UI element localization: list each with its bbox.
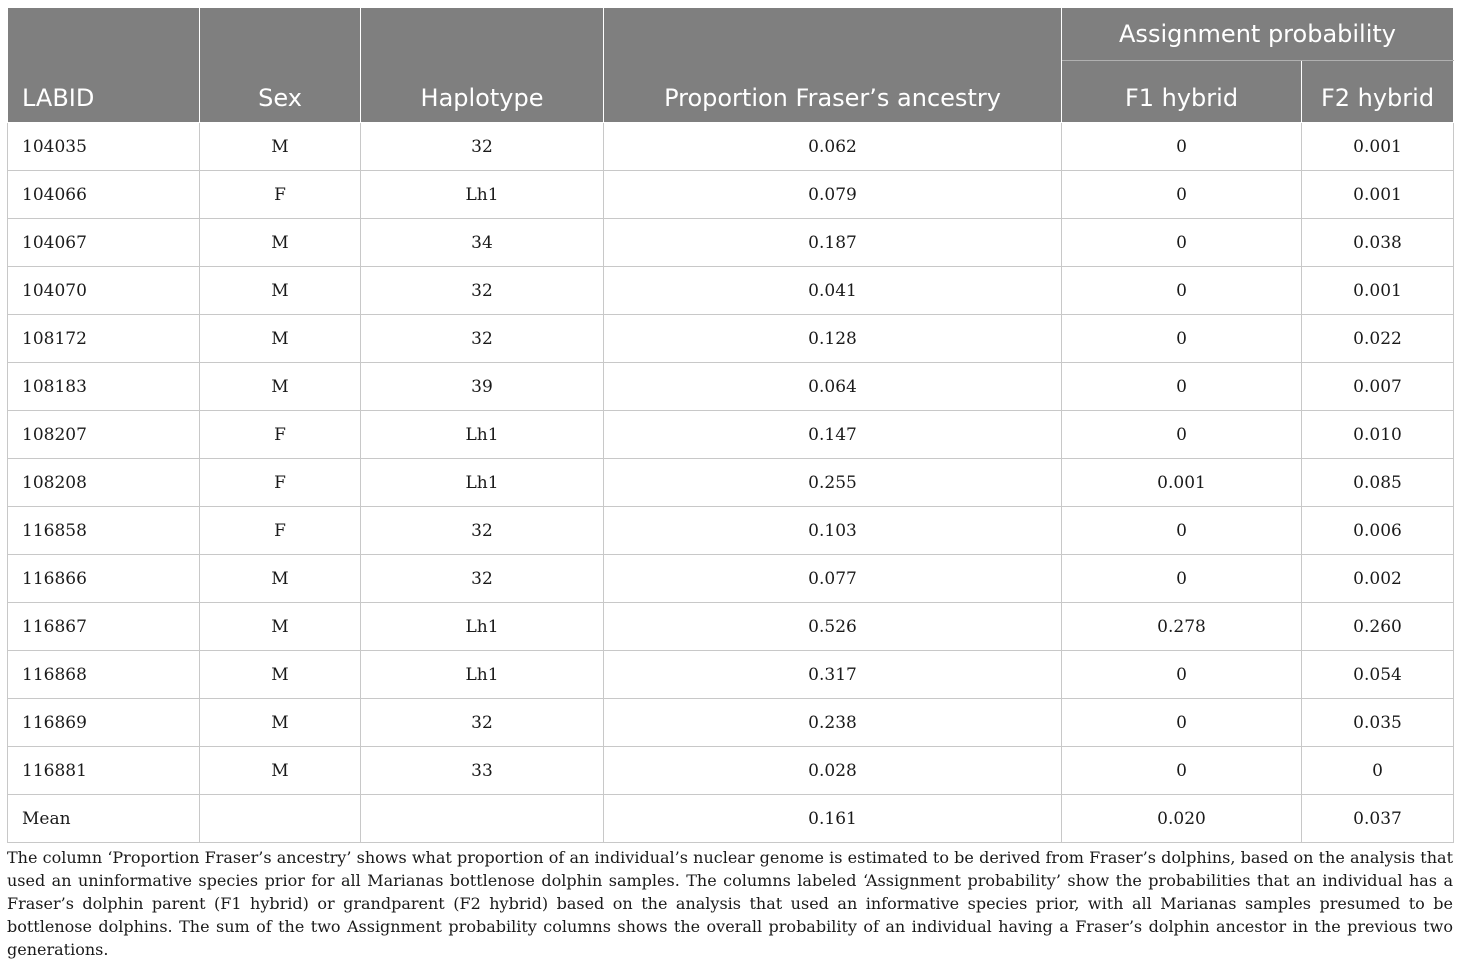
table-row: [8, 363, 1454, 411]
proportion-cell: 0.147: [604, 411, 1062, 459]
f2-hybrid-cell: 0.035: [1302, 699, 1454, 747]
f1-hybrid-cell: 0: [1062, 747, 1302, 795]
haplotype-cell: 32: [361, 267, 604, 315]
haplotype-cell: 33: [361, 747, 604, 795]
haplotype-cell: 32: [361, 123, 604, 171]
header-f2-hybrid: F2 hybrid: [1302, 61, 1454, 123]
table-row: [8, 315, 1454, 363]
haplotype-cell: 34: [361, 219, 604, 267]
f1-hybrid-cell: 0: [1062, 411, 1302, 459]
table-row: [8, 219, 1454, 267]
labid-cell: 116858: [8, 507, 200, 555]
header-sex: Sex: [200, 8, 361, 123]
proportion-cell: 0.317: [604, 651, 1062, 699]
sex-cell: M: [200, 747, 361, 795]
f1-hybrid-cell: 0: [1062, 363, 1302, 411]
table-row: [8, 507, 1454, 555]
f2-hybrid-cell: 0.010: [1302, 411, 1454, 459]
haplotype-cell: Lh1: [361, 603, 604, 651]
labid-cell: 108207: [8, 411, 200, 459]
f1-hybrid-cell: 0: [1062, 315, 1302, 363]
proportion-cell: 0.187: [604, 219, 1062, 267]
haplotype-cell: 32: [361, 507, 604, 555]
table-row: [8, 555, 1454, 603]
proportion-cell: 0.064: [604, 363, 1062, 411]
f1-hybrid-cell: 0: [1062, 123, 1302, 171]
haplotype-cell: Lh1: [361, 411, 604, 459]
table-row: [8, 747, 1454, 795]
sex-cell: M: [200, 699, 361, 747]
f2-hybrid-cell: 0.006: [1302, 507, 1454, 555]
haplotype-cell: 39: [361, 363, 604, 411]
sex-cell: M: [200, 603, 361, 651]
proportion-cell: 0.028: [604, 747, 1062, 795]
f1-hybrid-cell: 0: [1062, 507, 1302, 555]
f1-hybrid-cell: 0.020: [1062, 795, 1302, 843]
proportion-cell: 0.041: [604, 267, 1062, 315]
sex-cell: M: [200, 363, 361, 411]
table-row: [8, 651, 1454, 699]
proportion-cell: 0.062: [604, 123, 1062, 171]
labid-cell: 104066: [8, 171, 200, 219]
labid-cell: 116869: [8, 699, 200, 747]
sex-cell: [200, 795, 361, 843]
f1-hybrid-cell: 0: [1062, 219, 1302, 267]
table-row: [8, 459, 1454, 507]
table-row: [8, 603, 1454, 651]
haplotype-cell: 32: [361, 315, 604, 363]
f1-hybrid-cell: 0: [1062, 651, 1302, 699]
table-footnote: The column ‘Proportion Fraser’s ancestry’ shows what proportion of an individual’s nuclear genome is estimated to be derived from Fraser’s dolphins, based on the analysis that used an uninformative species prior for all Marianas bottlenose dolphin samples. The columns labeled ‘Assignment probability’ show the probabilities that an individual has a Fraser’s dolphin parent (F1 hybrid) or grandparent (F2 hybrid) based on the analysis that used an informative species prior, with all Marianas samples presumed to be bottlenose dolphins. The sum of the two Assignment probability columns shows the overall probability of an individual having a Fraser’s dolphin ancestor in the previous two generations.: [7, 848, 1453, 959]
labid-cell: 104067: [8, 219, 200, 267]
haplotype-cell: 32: [361, 555, 604, 603]
proportion-cell: 0.255: [604, 459, 1062, 507]
sex-cell: M: [200, 267, 361, 315]
header-haplotype: Haplotype: [361, 8, 604, 123]
proportion-cell: 0.103: [604, 507, 1062, 555]
data-table: [7, 7, 1454, 843]
f2-hybrid-cell: 0.001: [1302, 123, 1454, 171]
labid-cell: 108208: [8, 459, 200, 507]
table-header: [8, 8, 1454, 123]
sex-cell: F: [200, 507, 361, 555]
haplotype-cell: Lh1: [361, 171, 604, 219]
sex-cell: M: [200, 651, 361, 699]
table-row: [8, 795, 1454, 843]
labid-cell: Mean: [8, 795, 200, 843]
sex-cell: M: [200, 555, 361, 603]
labid-cell: 116866: [8, 555, 200, 603]
labid-cell: 116867: [8, 603, 200, 651]
f2-hybrid-cell: 0.054: [1302, 651, 1454, 699]
proportion-cell: 0.161: [604, 795, 1062, 843]
sex-cell: F: [200, 171, 361, 219]
f2-hybrid-cell: 0.038: [1302, 219, 1454, 267]
table-row: [8, 267, 1454, 315]
labid-cell: 104035: [8, 123, 200, 171]
table-body: [8, 123, 1454, 843]
f2-hybrid-cell: 0.001: [1302, 171, 1454, 219]
table-row: [8, 123, 1454, 171]
table-row: [8, 171, 1454, 219]
header-f1-hybrid: F1 hybrid: [1062, 61, 1302, 123]
f1-hybrid-cell: 0: [1062, 699, 1302, 747]
f1-hybrid-cell: 0: [1062, 171, 1302, 219]
proportion-cell: 0.128: [604, 315, 1062, 363]
sex-cell: M: [200, 315, 361, 363]
table-row: [8, 699, 1454, 747]
f2-hybrid-cell: 0.002: [1302, 555, 1454, 603]
labid-cell: 108183: [8, 363, 200, 411]
proportion-cell: 0.079: [604, 171, 1062, 219]
sex-cell: F: [200, 459, 361, 507]
sex-cell: M: [200, 219, 361, 267]
f2-hybrid-cell: 0.022: [1302, 315, 1454, 363]
f2-hybrid-cell: 0.001: [1302, 267, 1454, 315]
f1-hybrid-cell: 0: [1062, 267, 1302, 315]
f2-hybrid-cell: 0.037: [1302, 795, 1454, 843]
sex-cell: F: [200, 411, 361, 459]
table-row: [8, 411, 1454, 459]
proportion-cell: 0.077: [604, 555, 1062, 603]
f2-hybrid-cell: 0.085: [1302, 459, 1454, 507]
f1-hybrid-cell: 0: [1062, 555, 1302, 603]
f2-hybrid-cell: 0.007: [1302, 363, 1454, 411]
proportion-cell: 0.238: [604, 699, 1062, 747]
table-container: [7, 7, 1453, 843]
labid-cell: 108172: [8, 315, 200, 363]
header-proportion-ancestry: Proportion Fraser’s ancestry: [604, 8, 1062, 123]
header-labid: LABID: [8, 8, 200, 123]
f1-hybrid-cell: 0.278: [1062, 603, 1302, 651]
f2-hybrid-cell: 0.260: [1302, 603, 1454, 651]
labid-cell: 116868: [8, 651, 200, 699]
f2-hybrid-cell: 0: [1302, 747, 1454, 795]
haplotype-cell: Lh1: [361, 651, 604, 699]
labid-cell: 116881: [8, 747, 200, 795]
proportion-cell: 0.526: [604, 603, 1062, 651]
haplotype-cell: [361, 795, 604, 843]
labid-cell: 104070: [8, 267, 200, 315]
haplotype-cell: 32: [361, 699, 604, 747]
sex-cell: M: [200, 123, 361, 171]
f1-hybrid-cell: 0.001: [1062, 459, 1302, 507]
header-assignment-probability: Assignment probability: [1062, 8, 1454, 61]
haplotype-cell: Lh1: [361, 459, 604, 507]
